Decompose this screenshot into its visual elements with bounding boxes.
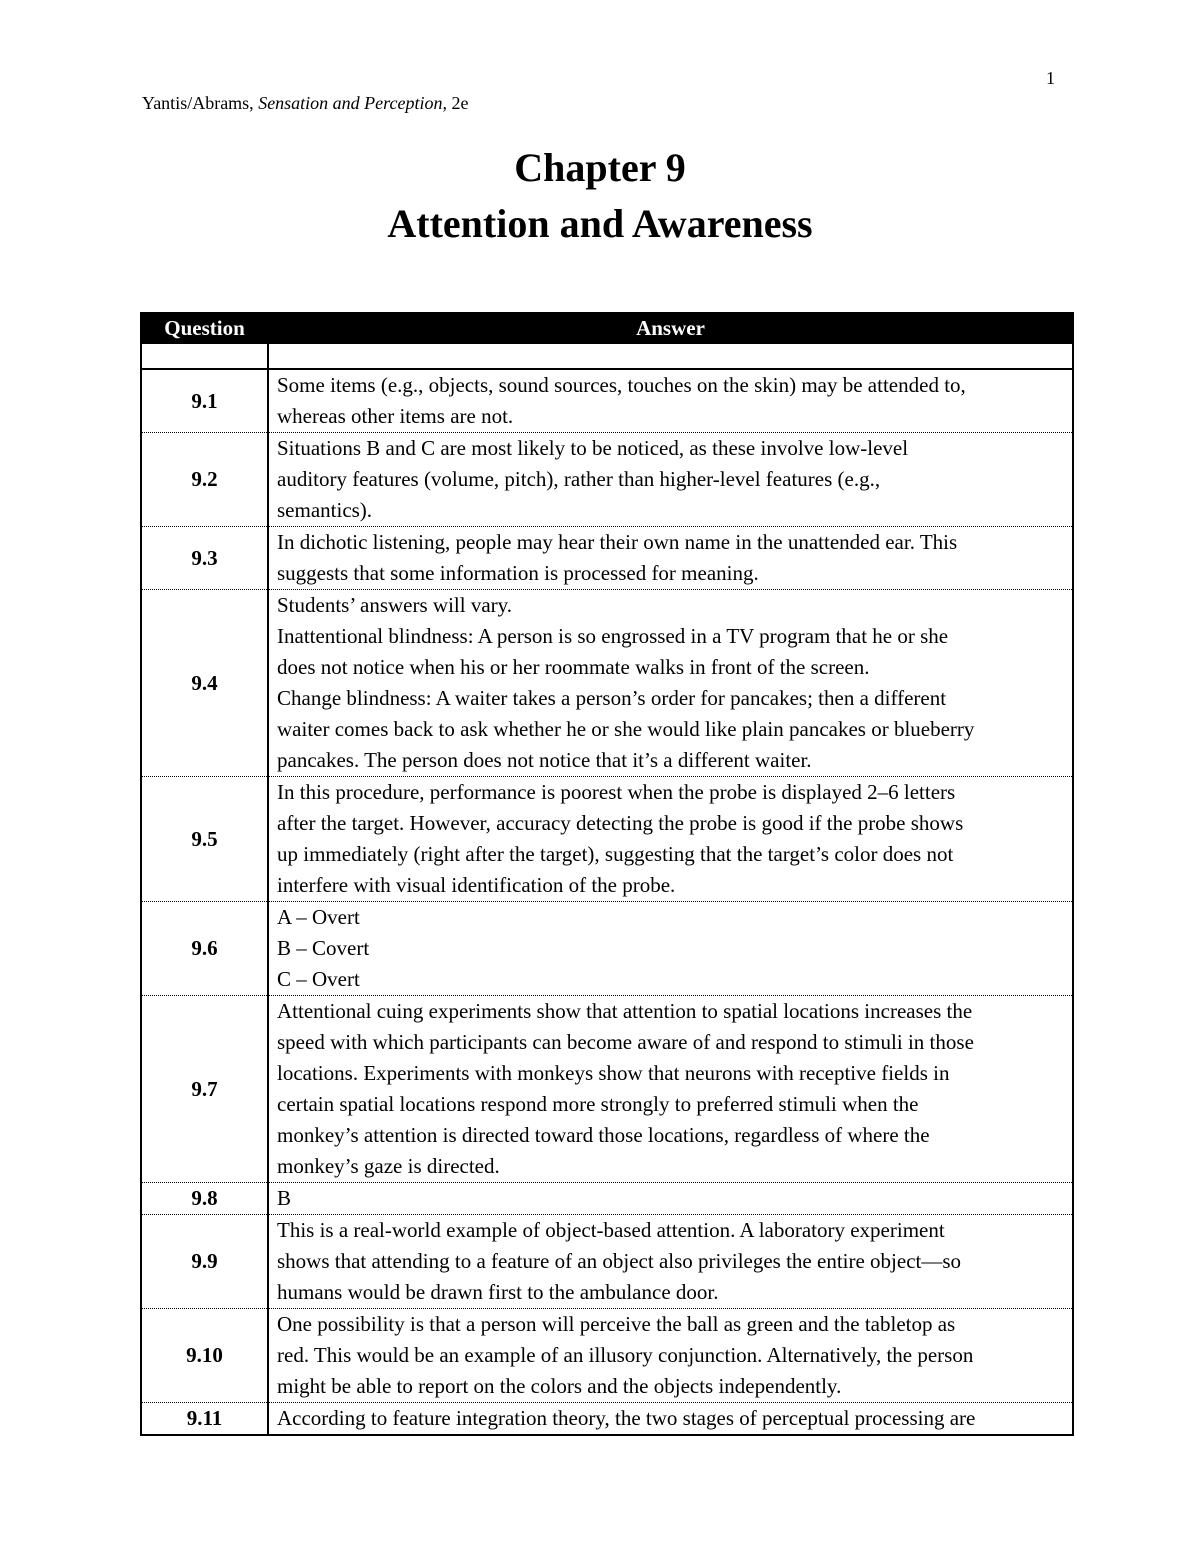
question-number: 9.2 (141, 433, 268, 527)
table-row (141, 902, 1073, 996)
answer-line: speed with which participants can become aware of and respond to stimuli in those (277, 1030, 974, 1054)
answer-line: might be able to report on the colors and the objects independently. (277, 1374, 842, 1398)
answer-line: A – Overt (277, 905, 360, 929)
answer-line: monkey’s attention is directed toward those locations, regardless of where the (277, 1123, 930, 1147)
question-number: 9.3 (141, 527, 268, 590)
answer-line: waiter comes back to ask whether he or she would like plain pancakes or blueberry (277, 717, 975, 741)
header-edition: , 2e (442, 93, 469, 113)
question-number: 9.1 (141, 369, 268, 433)
answer-line: semantics). (277, 498, 373, 522)
answer-line: monkey’s gaze is directed. (277, 1154, 500, 1178)
table-row (141, 590, 1073, 777)
header-author: Yantis/Abrams, (142, 93, 259, 113)
answer-line: This is a real-world example of object-based attention. A laboratory experiment (277, 1218, 945, 1242)
header-book-title: Sensation and Perception (258, 93, 443, 113)
table-row (141, 1183, 1073, 1215)
answer-line: In this procedure, performance is poorest when the probe is displayed 2–6 letters (277, 780, 956, 804)
question-number: 9.10 (141, 1309, 268, 1403)
answer-line: pancakes. The person does not notice that it’s a different waiter. (277, 748, 812, 772)
answer-line: suggests that some information is processed for meaning. (277, 561, 759, 585)
answer-line: One possibility is that a person will perceive the ball as green and the tabletop as (277, 1312, 956, 1336)
answer-cell (268, 369, 1073, 433)
question-number: 9.11 (141, 1403, 268, 1436)
answer-line: locations. Experiments with monkeys show that neurons with receptive fields in (277, 1061, 950, 1085)
table-row (141, 433, 1073, 527)
table-row (141, 1309, 1073, 1403)
answer-line: shows that attending to a feature of an object also privileges the entire object—so (277, 1249, 962, 1273)
answer-cell (268, 433, 1073, 527)
answer-line: C – Overt (277, 967, 360, 991)
answer-cell (268, 590, 1073, 777)
answer-line: auditory features (volume, pitch), rather than higher-level features (e.g., (277, 467, 881, 491)
answer-line: whereas other items are not. (277, 404, 514, 428)
answer-line: does not notice when his or her roommate walks in front of the screen. (277, 655, 870, 679)
question-number: 9.5 (141, 777, 268, 902)
page-number: 1 (1046, 68, 1055, 88)
answer-cell (268, 1309, 1073, 1403)
answer-line: up immediately (right after the target), suggesting that the target’s color does not (277, 842, 954, 866)
question-number: 9.7 (141, 996, 268, 1183)
answer-column-header: Answer (268, 313, 1073, 343)
answer-cell (268, 527, 1073, 590)
chapter-number: Chapter 9 (514, 145, 686, 190)
answer-line: Situations B and C are most likely to be noticed, as these involve low-level (277, 436, 909, 460)
answer-line: red. This would be an example of an illusory conjunction. Alternatively, the person (277, 1343, 974, 1367)
table-header-row (141, 313, 1073, 343)
question-number: 9.4 (141, 590, 268, 777)
question-number: 9.9 (141, 1215, 268, 1309)
question-column-header: Question (141, 313, 268, 343)
question-answer-table (140, 312, 1074, 1436)
answer-cell (268, 1403, 1073, 1436)
table-row (141, 1403, 1073, 1436)
question-number: 9.6 (141, 902, 268, 996)
answer-line: Some items (e.g., objects, sound sources, touches on the skin) may be attended to, (277, 373, 966, 397)
answer-line: B (277, 1186, 292, 1210)
table-row (141, 1215, 1073, 1309)
answer-cell (268, 1183, 1073, 1215)
answer-line: humans would be drawn first to the ambulance door. (277, 1280, 719, 1304)
table-row (141, 777, 1073, 902)
table-row (141, 527, 1073, 590)
answer-cell (268, 777, 1073, 902)
answer-line: In dichotic listening, people may hear their own name in the unattended ear. This (277, 530, 958, 554)
answer-line: Inattentional blindness: A person is so engrossed in a TV program that he or she (277, 624, 949, 648)
answer-cell (268, 996, 1073, 1183)
answer-line: interfere with visual identification of the probe. (277, 873, 676, 897)
running-header (142, 93, 469, 114)
question-number: 9.8 (141, 1183, 268, 1215)
spacer-row (141, 343, 1073, 369)
answer-line: Attentional cuing experiments show that attention to spatial locations increases the (277, 999, 973, 1023)
answer-line: Students’ answers will vary. (277, 593, 513, 617)
answer-line: Change blindness: A waiter takes a person’s order for pancakes; then a different (277, 686, 947, 710)
table-row (141, 369, 1073, 433)
answer-cell (268, 1215, 1073, 1309)
answer-line: certain spatial locations respond more strongly to preferred stimuli when the (277, 1092, 919, 1116)
chapter-title: Attention and Awareness (387, 201, 813, 246)
answer-line: after the target. However, accuracy detecting the probe is good if the probe shows (277, 811, 964, 835)
answer-line: B – Covert (277, 936, 370, 960)
answer-line: According to feature integration theory, the two stages of perceptual processing are (277, 1406, 976, 1430)
table-row (141, 996, 1073, 1183)
answer-cell (268, 902, 1073, 996)
chapter-heading (0, 140, 1200, 252)
